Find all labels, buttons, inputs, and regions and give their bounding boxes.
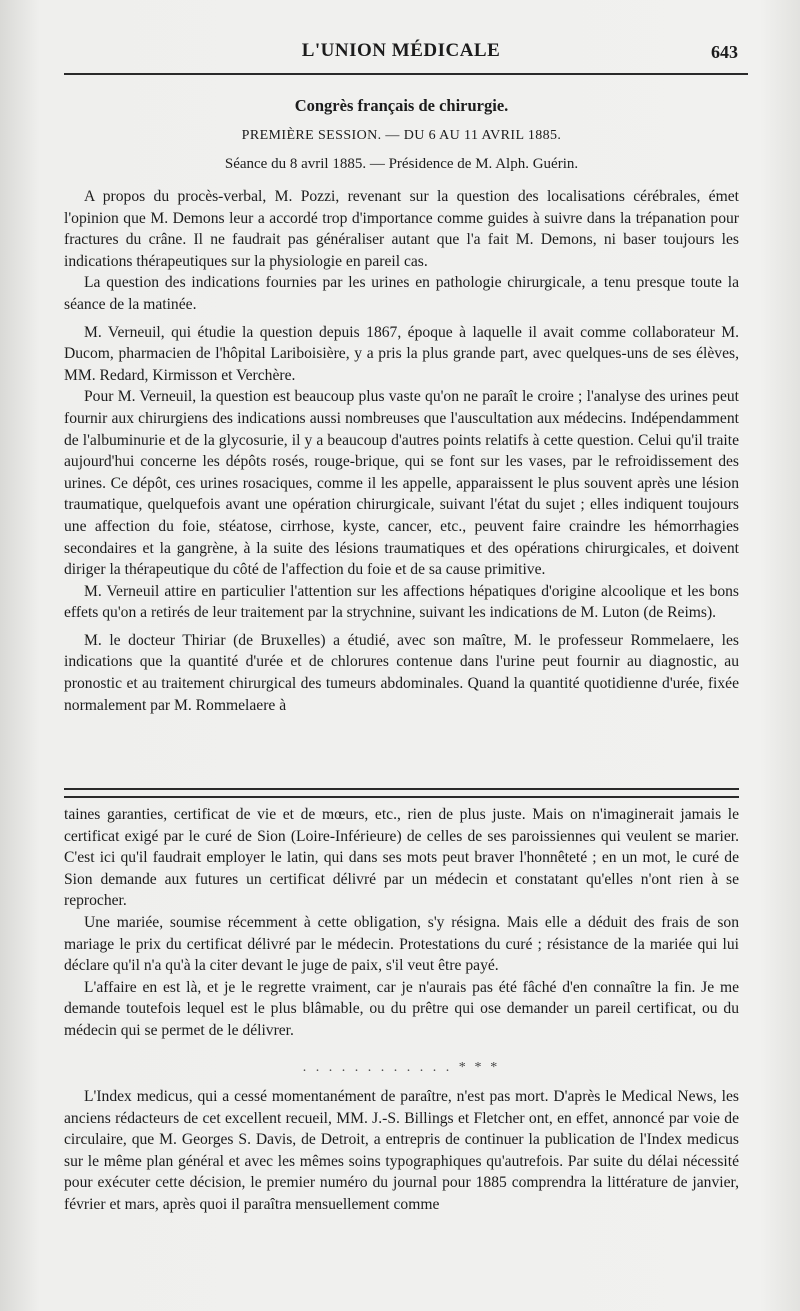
paragraph: M. Verneuil, qui étudie la question depuis 1867, époque à laquelle il avait comme collaborateur M. Ducom, pharmacien de l'hôpital Lariboisière, y a pris la plus grande part, avec quelques-uns de ses élèves, MM. Redard, Kirmisson et Verchère. [64, 323, 739, 384]
paragraph: M. le docteur Thiriar (de Bruxelles) a étudié, avec son maître, M. le professeur Rommelaere, les indications que la quantité d'urée et de chlorures contenue dans l'urine peut fournir au diagnostic, au pronostic et au traitement chirurgical des tumeurs abdominales. Quand la quantité quotidienne d'urée, fixée normalement par M. Rommelaere à [64, 631, 739, 714]
paragraph: L'affaire en est là, et je le regrette vraiment, car je n'aurais pas été fâché d'en connaître la fin. Je me demande toutefois lequel est le plus blâmable, ou du prêtre qui ose demander un pareil certificat, ou du médecin qui se permet de le délivrer. [64, 978, 739, 1039]
section-title: Congrès français de chirurgie. [294, 96, 509, 115]
session-subtitle: PREMIÈRE SESSION. — DU 6 AU 11 AVRIL 1885. [241, 128, 562, 143]
certificat-body [64, 804, 739, 1042]
paragraph: La question des indications fournies par les urines en pathologie chirurgicale, a tenu presque toute la séance de la matinée. [64, 274, 739, 313]
running-title: L'UNION MÉDICALE [301, 40, 501, 61]
asterism-separator: . . . . . . . . . . . . * * * [302, 1060, 501, 1075]
paragraph: taines garanties, certificat de vie et de mœurs, etc., rien de plus juste. Mais on n'imaginerait jamais le certificat exigé par le curé de Sion (Loire-Inférieure) de celles de ses paroissiennes qui veulent se marier. C'est ici qu'il faudrait employer le latin, qui dans ses mots peut braver l'honnêteté ; en un mot, le curé de Sion demande aux futures un certificat délivré par un médecin et constatant qu'elles n'ont rien à se reprocher. [64, 806, 739, 910]
page-header [64, 38, 738, 68]
section-divider [64, 788, 739, 798]
paragraph: Une mariée, soumise récemment à cette obligation, s'y résigna. Mais elle a déduit des frais de son mariage le prix du certificat délivré par le médecin. Protestations du curé ; résistance de la mariée qui lui déclare qu'il n'a qu'à la citer devant le juge de paix, s'il veut être payé. [64, 913, 739, 975]
index-medicus-body [64, 1086, 739, 1216]
paragraph: Pour M. Verneuil, la question est beaucoup plus vaste qu'on ne paraît le croire ; l'analyse des urines peut fournir aux chirurgiens des indications aussi nombreuses que l'auscultation aux médecins. Indépendamment de l'albuminurie et de la glycosurie, il y a beaucoup d'autres points relatifs à cette question. Celui qu'il traite aujourd'hui concerne les dépôts rosés, rouge-brique, qui se font sur les vases, par le refroidissement des urines. Ce dépôt, ces urines rosaciques, comme il les appelle, apparaissent le plus souvent après une lésion traumatique, quelquefois avant une opération chirurgicale, suivant l'état du sujet ; elles indiquent toujours une affection du foie, stéatose, cirrhose, kyste, cancer, etc., peuvent faire craindre les hémorrhagies secondaires et la gangrène, à la suite des lésions traumatiques et des opérations chirurgicales, et doivent diriger la thérapeutique du côté de l'affection du foie et de sa cause primitive. [64, 388, 739, 579]
seance-line: Séance du 8 avril 1885. — Présidence de M. Alph. Guérin. [224, 156, 579, 172]
header-rule [64, 73, 748, 75]
congres-body [64, 186, 739, 716]
paragraph: M. Verneuil attire en particulier l'attention sur les affections hépatiques d'origine alcoolique et les bons effets qu'on a retirés de leur traitement par la strychnine, suivant les indications de M. Luton (de Reims). [64, 582, 739, 622]
page-number: 643 [711, 42, 738, 62]
paragraph: L'Index medicus, qui a cessé momentanément de paraître, n'est pas mort. D'après le Medical News, les anciens rédacteurs de cet excellent recueil, MM. J.-S. Billings et Fletcher ont, en effet, annoncé par voie de circulaire, que M. Georges S. Davis, de Detroit, a entrepris de continuer la publication de l'Index medicus sur le même plan général et avec les mêmes soins typographiques qu'autrefois. Par suite du délai nécessité pour exécuter cette décision, le premier numéro du journal pour 1885 comprendra la littérature de janvier, février et mars, après quoi il paraîtra mensuellement comme [64, 1088, 739, 1213]
paragraph: A propos du procès-verbal, M. Pozzi, revenant sur la question des localisations cérébrales, émet l'opinion que M. Demons leur a accordé trop d'importance comme guides à suivre dans la trépanation pour fractures du crâne. Il ne faudrait pas généraliser autant que l'a fait M. Demons, ni baser toujours les indications thérapeutiques sur la physiologie en pareil cas. [64, 188, 739, 270]
